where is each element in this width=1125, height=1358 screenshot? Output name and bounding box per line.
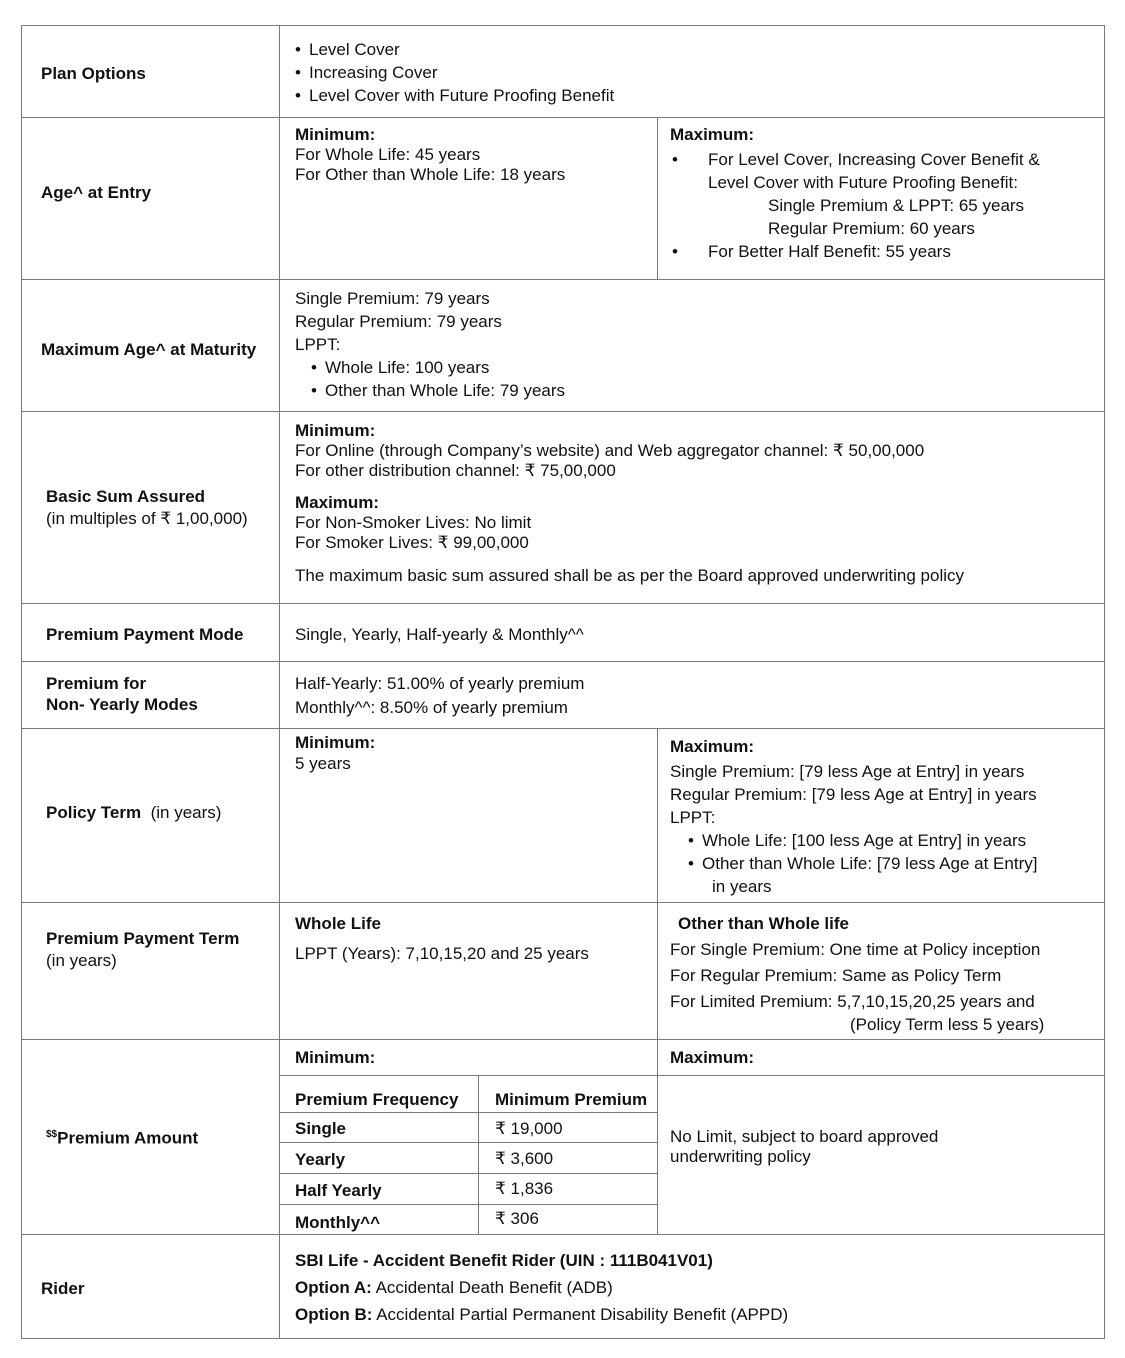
sum-max-line: For Non-Smoker Lives: No limit: [295, 513, 532, 532]
term-max-line: LPPT:: [670, 808, 716, 827]
premium-table-freq: Yearly: [295, 1150, 346, 1169]
maturity-line: Single Premium: 79 years: [295, 289, 490, 308]
ppt-right-cont: (Policy Term less 5 years): [850, 1015, 1045, 1034]
premium-amount-label: Premium Amount: [57, 1128, 199, 1148]
ppt-right-title: Other than Whole life: [678, 914, 849, 933]
sum-max-title: Maximum:: [295, 493, 380, 512]
cell-divider: [279, 1142, 657, 1143]
age-entry-max-line: Level Cover with Future Proofing Benefit:: [708, 173, 1018, 192]
policy-term-label: Policy Term: [46, 803, 142, 822]
basic-sum-assured-label: Basic Sum Assured: [46, 487, 206, 506]
term-max-line: Single Premium: [79 less Age at Entry] in years: [670, 762, 1025, 781]
premium-amount-prefix: $$: [46, 1129, 58, 1140]
maturity-line: Regular Premium: 79 years: [295, 312, 502, 331]
premium-table-min: ₹ 1,836: [495, 1179, 554, 1198]
row-divider: [21, 902, 1105, 903]
cell-divider: [657, 728, 658, 1039]
term-min-title: Minimum:: [295, 733, 376, 752]
maturity-bullet: • Other than Whole Life: 79 years: [311, 379, 565, 402]
maturity-line: LPPT:: [295, 335, 341, 354]
rider-option-a: [295, 1276, 613, 1299]
rider-option-b: [295, 1303, 788, 1326]
plan-option-item: • Level Cover: [295, 38, 400, 61]
ppt-right-line: For Single Premium: One time at Policy inception: [670, 940, 1041, 959]
bullet-icon: •: [672, 242, 678, 261]
age-entry-min-line: For Whole Life: 45 years: [295, 145, 481, 164]
maturity-bullet: • Whole Life: 100 years: [311, 356, 489, 379]
age-entry-max-title: Maximum:: [670, 125, 755, 144]
rider-option-b-value: Accidental Partial Permanent Disability Benefit (APPD): [372, 1305, 789, 1324]
row-divider: [21, 279, 1105, 280]
premium-table-freq: Single: [295, 1119, 347, 1138]
row-divider: [21, 1039, 1105, 1040]
age-at-entry-label: Age^ at Entry: [41, 183, 152, 202]
premium-table-min: ₹ 19,000: [495, 1119, 563, 1138]
term-max-bullet: • Whole Life: [100 less Age at Entry] in years: [688, 829, 1026, 852]
ppt-left-value: LPPT (Years): 7,10,15,20 and 25 years: [295, 944, 589, 963]
sum-min-title: Minimum:: [295, 421, 376, 440]
premium-payment-mode-label: Premium Payment Mode: [46, 625, 244, 644]
premium-table-min: ₹ 3,600: [495, 1149, 554, 1168]
premium-table-freq: Half Yearly: [295, 1181, 382, 1200]
age-entry-min-line: For Other than Whole Life: 18 years: [295, 165, 566, 184]
row-divider: [21, 117, 1105, 118]
basic-sum-assured-sublabel: (in multiples of ₹ 1,00,000): [46, 509, 248, 528]
premium-table-header: Premium Frequency: [295, 1090, 459, 1109]
premium-table-freq: Monthly^^: [295, 1213, 381, 1232]
sum-min-line: For other distribution channel: ₹ 75,00,000: [295, 461, 616, 480]
age-entry-max-line: For Better Half Benefit: 55 years: [708, 242, 951, 261]
cell-divider: [657, 1039, 658, 1234]
row-divider: [21, 728, 1105, 729]
premium-max-title: Maximum:: [670, 1048, 755, 1067]
term-min-value: 5 years: [295, 754, 351, 773]
cell-divider: [279, 1204, 657, 1205]
cell-divider: [279, 1075, 1105, 1076]
non-yearly-line: Half-Yearly: 51.00% of yearly premium: [295, 674, 585, 693]
premium-non-yearly-label: Non- Yearly Modes: [46, 695, 198, 714]
premium-min-title: Minimum:: [295, 1048, 376, 1067]
plan-option-item: • Increasing Cover: [295, 61, 438, 84]
non-yearly-line: Monthly^^: 8.50% of yearly premium: [295, 698, 568, 717]
ppt-left-title: Whole Life: [295, 914, 381, 933]
premium-table-header: Minimum Premium: [495, 1090, 648, 1109]
rider-option-b-label: Option B:: [295, 1305, 373, 1324]
age-entry-max-sub: Single Premium & LPPT: 65 years: [768, 196, 1025, 215]
premium-payment-term-sublabel: (in years): [46, 951, 117, 970]
term-max-line: Regular Premium: [79 less Age at Entry] in years: [670, 785, 1037, 804]
age-entry-max-line: For Level Cover, Increasing Cover Benefit &: [708, 150, 1040, 169]
premium-max-line: underwriting policy: [670, 1147, 811, 1166]
max-age-maturity-label: Maximum Age^ at Maturity: [41, 340, 257, 359]
cell-divider: [478, 1075, 479, 1234]
cell-divider: [657, 117, 658, 279]
age-entry-max-sub: Regular Premium: 60 years: [768, 219, 975, 238]
rider-option-a-value: Accidental Death Benefit (ADB): [371, 1278, 613, 1297]
age-entry-min-title: Minimum:: [295, 125, 376, 144]
bullet-icon: •: [672, 150, 678, 169]
plan-options-label: Plan Options: [41, 64, 146, 83]
rider-option-a-label: Option A:: [295, 1278, 372, 1297]
plan-option-item: • Level Cover with Future Proofing Benefit: [295, 84, 614, 107]
policy-term-sublabel: (in years): [150, 803, 222, 822]
row-divider: [21, 411, 1105, 412]
premium-payment-mode-value: Single, Yearly, Half-yearly & Monthly^^: [295, 625, 584, 644]
row-divider: [21, 1234, 1105, 1235]
premium-amount-label-wrap: [46, 1123, 198, 1150]
sum-max-line: For Smoker Lives: ₹ 99,00,000: [295, 533, 529, 552]
premium-table-min: ₹ 306: [495, 1209, 539, 1228]
sum-min-line: For Online (through Company’s website) and Web aggregator channel: ₹ 50,00,000: [295, 441, 925, 460]
ppt-right-line: For Regular Premium: Same as Policy Term: [670, 966, 1002, 985]
policy-term-label-wrap: [46, 801, 221, 824]
term-max-cont: in years: [712, 877, 772, 896]
cell-divider: [279, 1112, 657, 1113]
term-max-bullet: • Other than Whole Life: [79 less Age at Entry]: [688, 852, 1037, 875]
term-max-title: Maximum:: [670, 737, 755, 756]
premium-payment-term-label: Premium Payment Term: [46, 929, 240, 948]
row-divider: [21, 603, 1105, 604]
sum-note: The maximum basic sum assured shall be as per the Board approved underwriting policy: [295, 566, 964, 585]
cell-divider: [279, 1173, 657, 1174]
rider-label: Rider: [41, 1279, 85, 1298]
row-divider: [21, 661, 1105, 662]
rider-title: SBI Life - Accident Benefit Rider (UIN : 111B041V01): [295, 1251, 713, 1270]
premium-max-line: No Limit, subject to board approved: [670, 1127, 939, 1146]
premium-non-yearly-label: Premium for: [46, 674, 147, 693]
ppt-right-line: For Limited Premium: 5,7,10,15,20,25 years and: [670, 992, 1035, 1011]
